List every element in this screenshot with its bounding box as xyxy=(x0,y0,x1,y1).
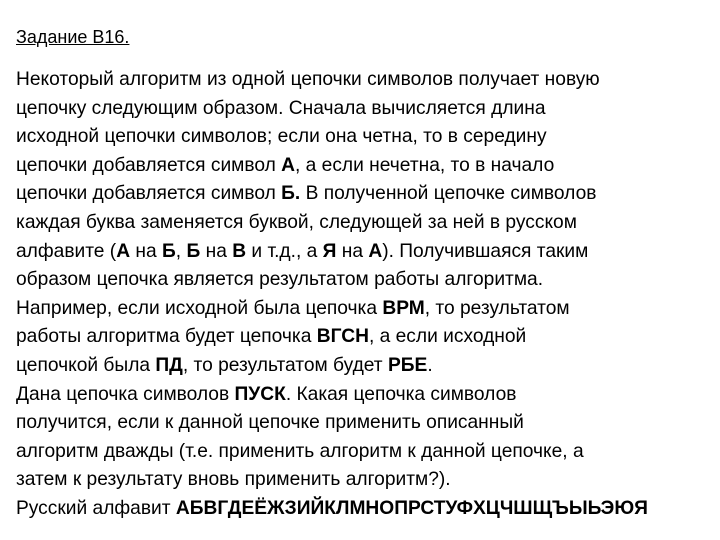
text-run: на xyxy=(130,240,162,262)
text-run: ). Получившаяся таким xyxy=(382,240,589,262)
alphabet-label: Русский алфавит xyxy=(16,497,176,519)
text-line: Некоторый алгоритм из одной цепочки символов получает новую xyxy=(16,69,600,90)
text-line xyxy=(16,381,716,410)
text-run: на xyxy=(336,240,369,262)
bold-letter: Б xyxy=(162,240,176,262)
text-line: каждая буква заменяется буквой, следующей за ней в русском xyxy=(16,211,577,233)
bold-letter: Я xyxy=(322,240,337,262)
text-run: Например, если исходной была цепочка xyxy=(16,297,383,319)
alphabet-letters: АБВГДЕЁЖЗИЙКЛМНОПРСТУФХЦЧШЩЪЫЬЭЮЯ xyxy=(175,497,648,519)
symbol-b: Б. xyxy=(281,183,301,205)
text-run: работы алгоритма будет цепочка xyxy=(16,326,317,348)
text-run: , то результатом xyxy=(424,297,570,319)
text-line xyxy=(16,180,716,209)
text-line xyxy=(16,323,716,352)
text-run: . xyxy=(427,354,433,376)
text-run: цепочки добавляется символ xyxy=(16,154,282,176)
text-run: В полученной цепочке символов xyxy=(300,183,597,205)
text-line: алгоритм дважды (т.е. применить алгоритм к данной цепочке, а xyxy=(16,440,584,462)
symbol-a: А xyxy=(281,154,295,176)
bold-letter: Б xyxy=(186,240,201,262)
example-input: ВРМ xyxy=(382,297,425,319)
text-line xyxy=(16,295,716,324)
task-title: Задание B16. xyxy=(16,27,130,47)
text-line xyxy=(16,352,716,381)
text-line: исходной цепочки символов; если она четна, то в середину xyxy=(16,126,547,148)
example-output: ВГСН xyxy=(316,326,369,348)
text-line xyxy=(16,152,716,181)
alphabet-line xyxy=(16,495,716,524)
text-run: , то результатом будет xyxy=(182,354,388,376)
bold-letter: В xyxy=(232,240,247,262)
task-body xyxy=(16,66,716,524)
text-line: цепочку следующим образом. Сначала вычисляется длина xyxy=(16,97,546,119)
bold-letter: А xyxy=(368,240,383,262)
example-output: РБЕ xyxy=(387,354,428,376)
text-run: цепочкой была xyxy=(16,354,156,376)
text-run: алфавите ( xyxy=(16,240,117,262)
text-run: . Какая цепочка символов xyxy=(285,383,517,405)
bold-letter: А xyxy=(116,240,131,262)
text-line: получится, если к данной цепочке применить описанный xyxy=(16,412,524,434)
text-run: Дана цепочка символов xyxy=(16,383,235,405)
text-run: и т.д., а xyxy=(246,240,323,262)
text-run: на xyxy=(200,240,233,262)
text-line: образом цепочка является результатом работы алгоритма. xyxy=(16,269,544,291)
text-run: цепочки добавляется символ xyxy=(16,183,282,205)
example-input: ПД xyxy=(155,354,183,376)
text-run: , xyxy=(175,240,187,262)
text-line: затем к результату вновь применить алгоритм?). xyxy=(16,469,451,491)
text-line xyxy=(16,238,716,267)
given-string: ПУСК xyxy=(234,383,286,405)
text-run: , а если нечетна, то в начало xyxy=(295,154,555,176)
text-run: , а если исходной xyxy=(368,326,527,348)
